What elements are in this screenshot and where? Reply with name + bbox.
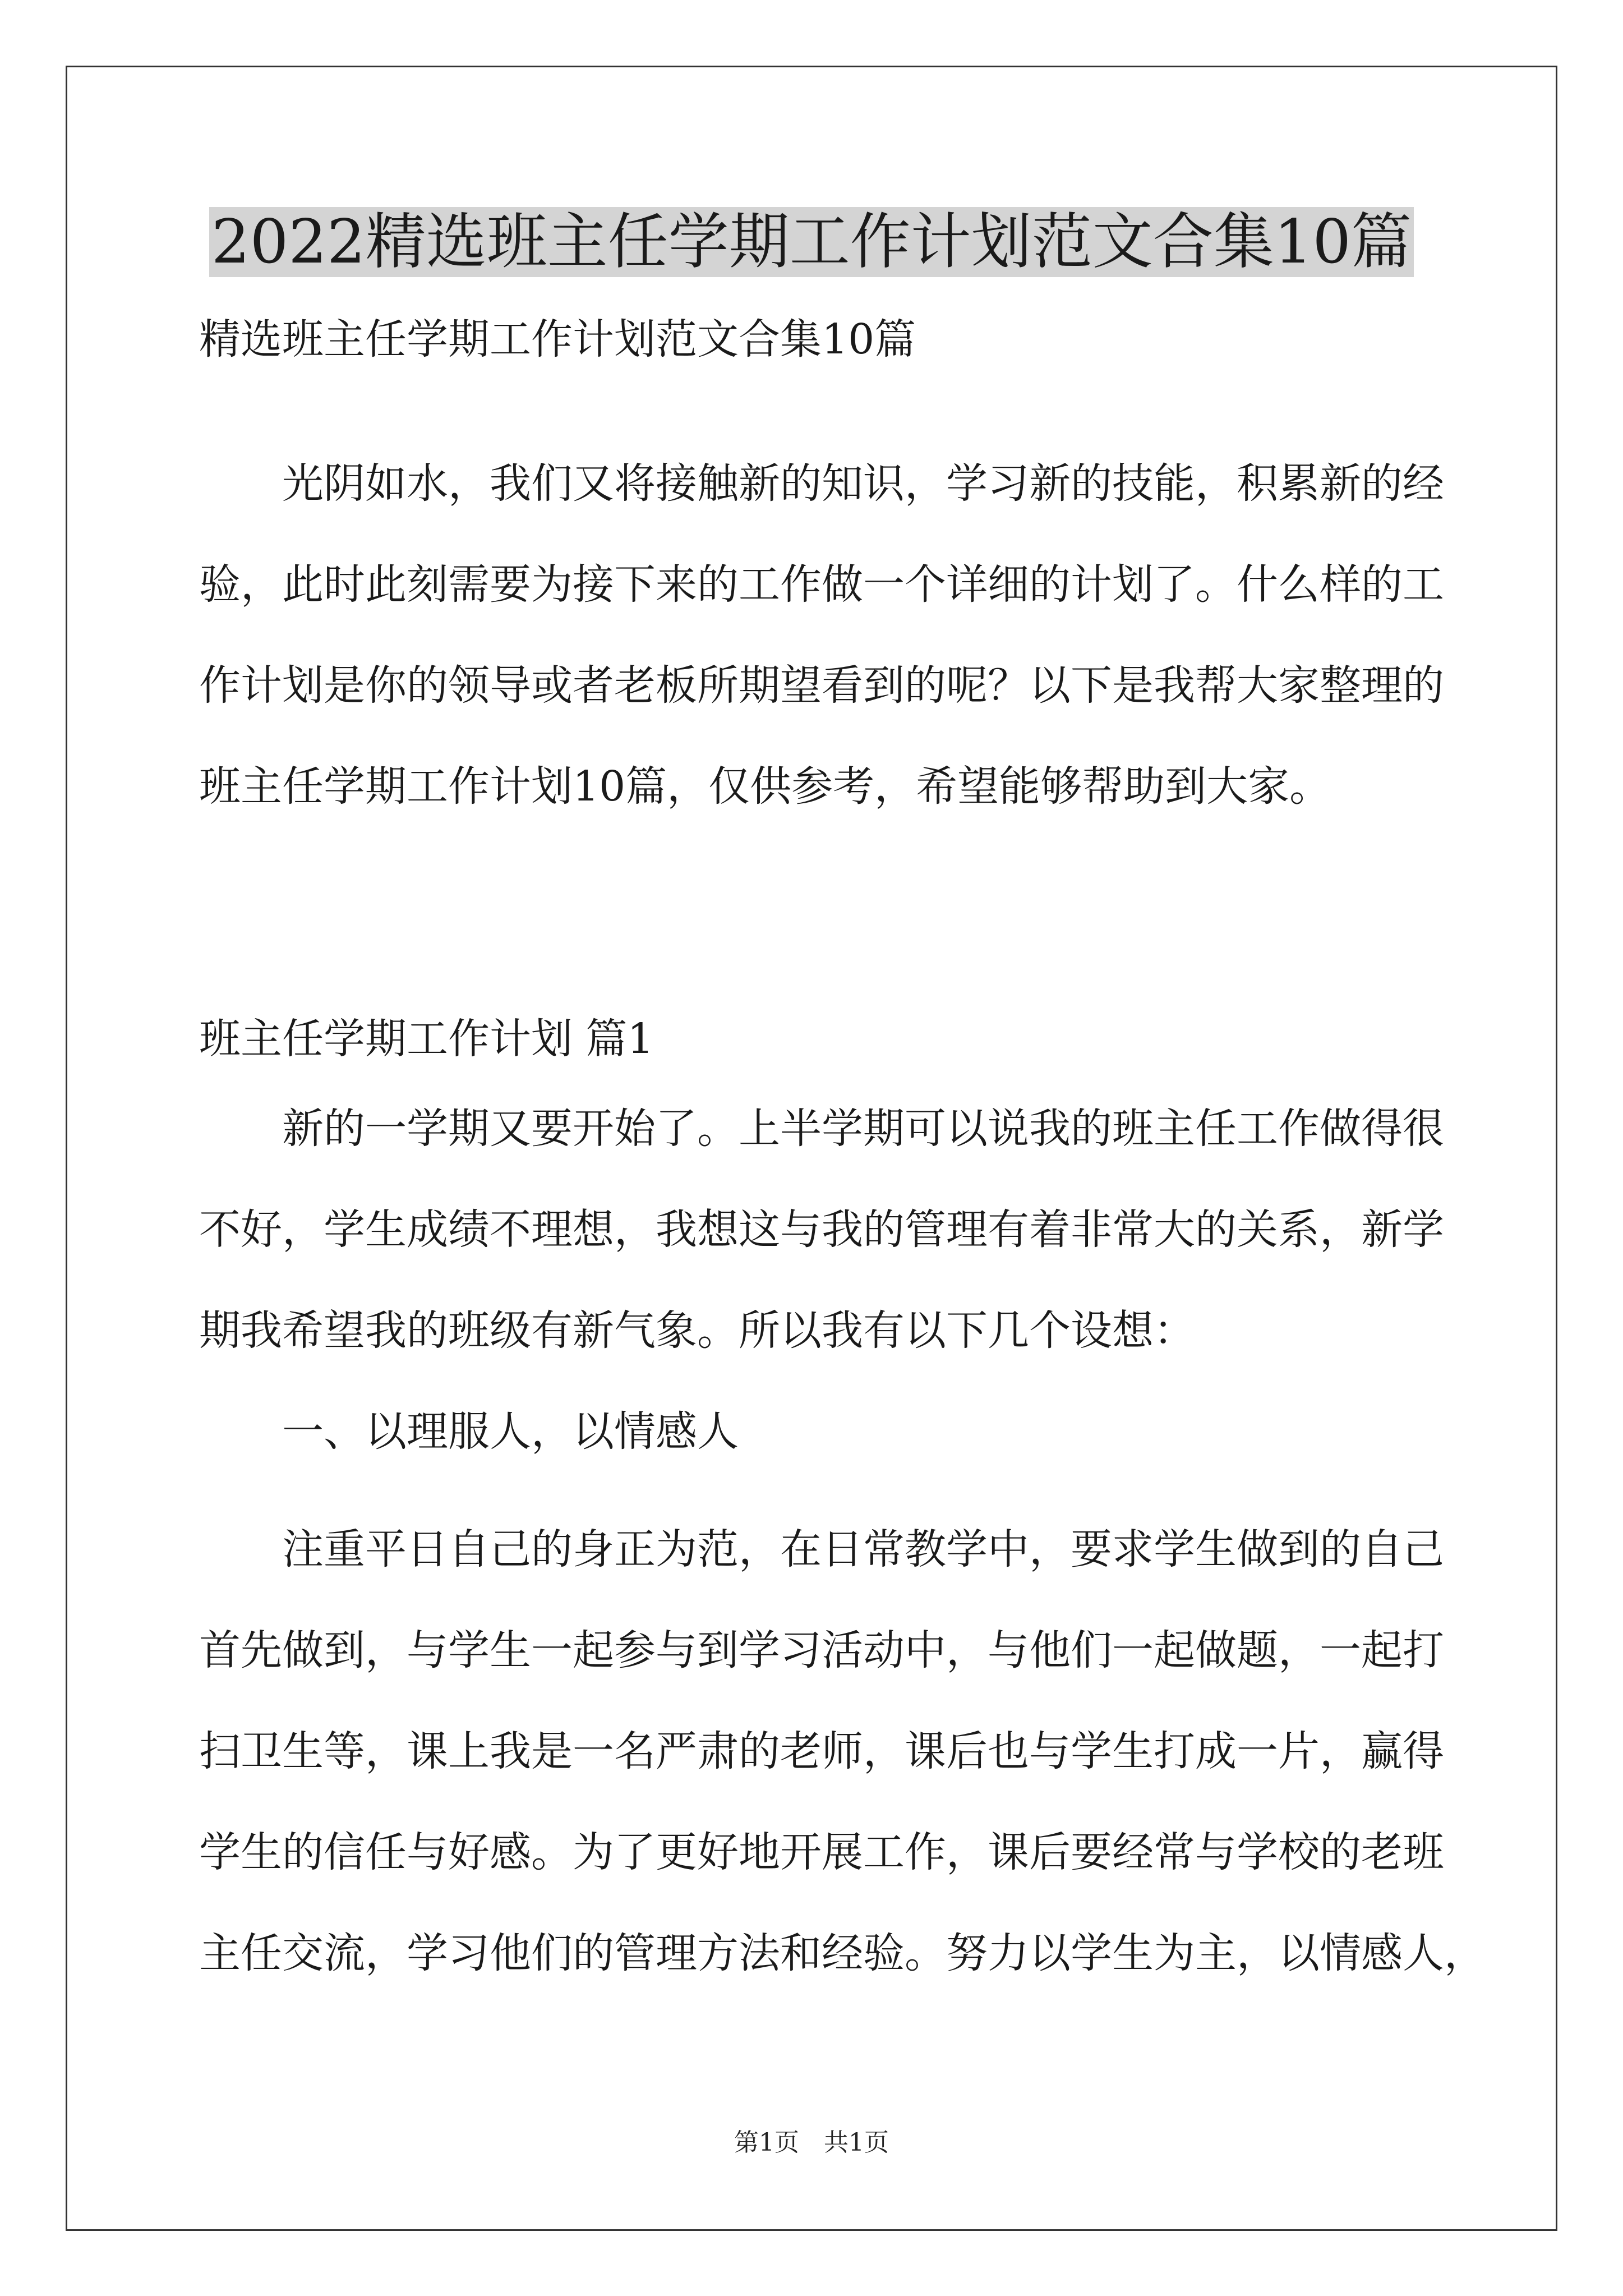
text-line-1: 精选班主任学期工作计划范文合集10篇 [199,315,916,364]
section-heading: 班主任学期工作计划 篇1 [199,1015,654,1063]
text-line-8: 不好，学生成绩不理想，我想这与我的管理有着非常大的关系，新学 [199,1205,1444,1254]
text-line-2: 光阴如水，我们又将接触新的知识，学习新的技能，积累新的经 [199,459,1444,508]
text-line-3: 验，此时此刻需要为接下来的工作做一个详细的计划了。什么样的工 [199,560,1444,609]
text-line-14: 学生的信任与好感。为了更好地开展工作，课后要经常与学校的老班 [199,1828,1444,1876]
text-line-11: 注重平日自己的身正为范，在日常教学中，要求学生做到的自己 [199,1525,1444,1573]
text-line-15: 主任交流，学习他们的管理方法和经验。努力以学生为主，以情感人， [199,1929,1486,1977]
text-line-13: 扫卫生等，课上我是一名严肃的老师，课后也与学生打成一片，赢得 [199,1727,1444,1775]
page-footer: 第1页 共1页 [734,2128,889,2157]
text-line-12: 首先做到，与学生一起参与到学习活动中，与他们一起做题，一起打 [199,1626,1444,1674]
text-line-7: 新的一学期又要开始了。上半学期可以说我的班主任工作做得很 [199,1105,1444,1153]
document-title [0,203,1623,282]
text-line-9: 期我希望我的班级有新气象。所以我有以下几个设想： [199,1306,1195,1355]
text-line-5: 班主任学期工作计划10篇，仅供参考，希望能够帮助到大家。 [199,762,1331,811]
text-line-4: 作计划是你的领导或者老板所期望看到的呢？以下是我帮大家整理的 [199,661,1444,710]
document-title-text: 2022精选班主任学期工作计划范文合集10篇 [209,207,1414,277]
subheading: 一、以理服人，以情感人 [199,1407,739,1456]
